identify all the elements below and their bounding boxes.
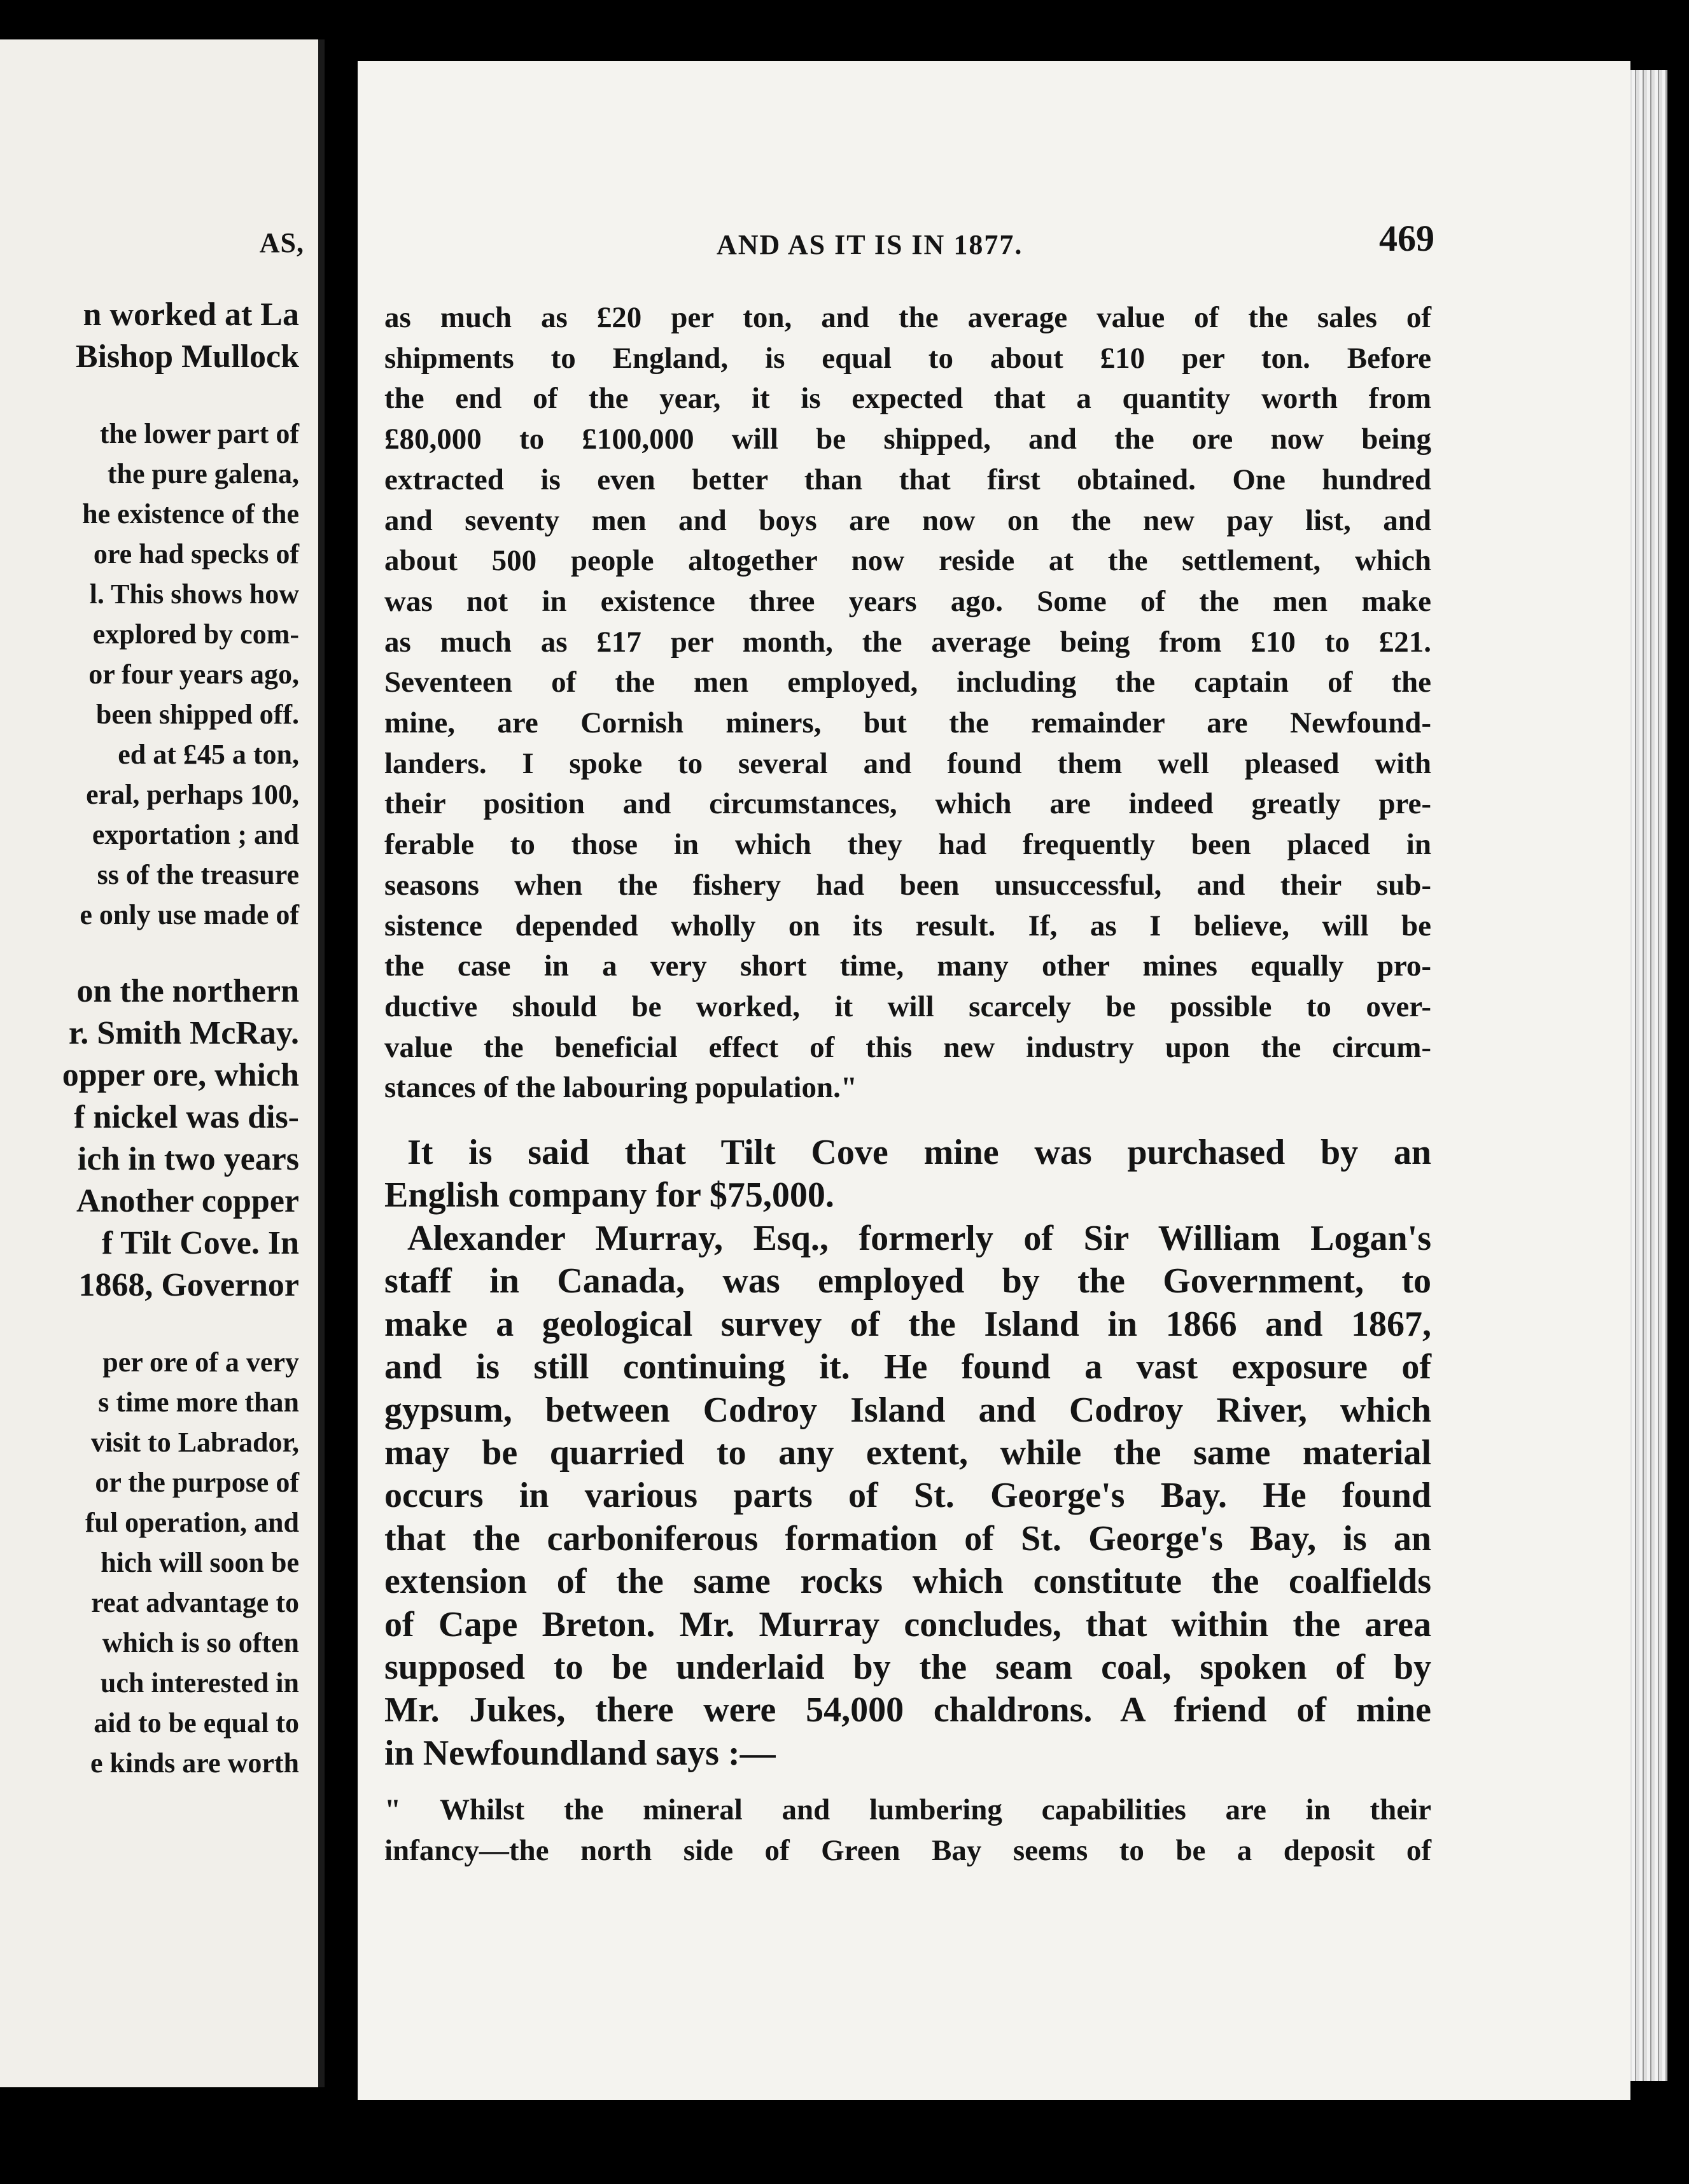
text-line: value the beneficial effect of this new industry upon the circum- — [384, 1030, 1431, 1064]
text-line: seasons when the fishery had been unsuccessful, and their sub- — [384, 868, 1431, 902]
text-line: about 500 people altogether now reside at the settlement, which — [384, 544, 1431, 578]
text-line: their position and circumstances, which are indeed greatly pre- — [384, 787, 1431, 821]
left-line: n worked at La — [83, 297, 299, 333]
left-line: uch interested in — [100, 1667, 299, 1698]
text-line: English company for $75,000. — [384, 1175, 834, 1215]
text-line: shipments to England, is equal to about £10 per ton. Before — [384, 341, 1431, 375]
left-line: or four years ago, — [88, 659, 299, 690]
text-line: It is said that Tilt Cove mine was purchased by an — [407, 1133, 1431, 1173]
text-line: landers. I spoke to several and found them well pleased with — [384, 746, 1431, 780]
left-line: ss of the treasure — [97, 859, 299, 890]
left-line: opper ore, which — [62, 1057, 299, 1093]
text-line: Mr. Jukes, there were 54,000 chaldrons. A friend of mine — [384, 1690, 1431, 1730]
left-line: visit to Labrador, — [90, 1427, 299, 1458]
text-line: gypsum, between Codroy Island and Codroy River, which — [384, 1390, 1431, 1430]
text-line: and is still continuing it. He found a vast exposure of — [384, 1347, 1431, 1387]
text-line: ductive should be worked, it will scarcely be possible to over- — [384, 990, 1431, 1023]
text-line: make a geological survey of the Island in 1866 and 1867, — [384, 1304, 1431, 1344]
text-line: infancy—the north side of Green Bay seems to be a deposit of — [384, 1833, 1431, 1867]
left-line: exportation ; and — [92, 819, 299, 850]
left-line: r. Smith McRay. — [68, 1015, 299, 1051]
text-line: was not in existence three years ago. Some of the men make — [384, 584, 1431, 618]
left-line: explored by com- — [92, 619, 299, 650]
page-header — [358, 218, 1630, 268]
text-line: staff in Canada, was employed by the Government, to — [384, 1261, 1431, 1301]
text-line: may be quarried to any extent, while the same material — [384, 1432, 1431, 1473]
left-line: ore had specks of — [93, 538, 299, 570]
text-line: sistence depended wholly on its result. If, as I believe, will be — [384, 909, 1431, 942]
text-line: supposed to be underlaid by the seam coal, spoken of by — [384, 1647, 1431, 1687]
paragraph-murray-survey — [384, 1217, 1431, 1775]
left-line: he existence of the — [82, 498, 299, 529]
left-line: ich in two years — [77, 1141, 299, 1177]
left-line: ful operation, and — [85, 1507, 299, 1538]
left-line: 1868, Governor — [78, 1267, 299, 1303]
left-line: hich will soon be — [101, 1547, 299, 1578]
text-line: Seventeen of the men employed, including the captain of the — [384, 666, 1431, 699]
left-page — [0, 39, 325, 2087]
left-page-text — [0, 294, 299, 1783]
text-line: stances of the labouring population." — [384, 1071, 857, 1105]
text-line: mine, are Cornish miners, but the remainder are Newfound- — [384, 706, 1431, 740]
left-running-head: AS, — [259, 227, 304, 258]
left-line: ed at £45 a ton, — [118, 739, 299, 770]
text-line: extension of the same rocks which constitute the coalfields — [384, 1562, 1431, 1602]
left-line: per ore of a very — [102, 1347, 299, 1378]
block-quote-green-bay — [384, 1790, 1431, 1871]
text-line: of Cape Breton. Mr. Murray concludes, that within the area — [384, 1604, 1431, 1644]
left-line: on the northern — [76, 973, 299, 1009]
page-body — [384, 298, 1431, 1872]
left-line: f nickel was dis- — [74, 1099, 299, 1135]
text-line: the end of the year, it is expected that a quantity worth from — [384, 382, 1431, 416]
text-line: extracted is even better than that first obtained. One hundred — [384, 463, 1431, 496]
left-line: been shipped off. — [95, 699, 299, 730]
text-line: as much as £17 per month, the average being from £10 to £21. — [384, 625, 1431, 659]
left-line: reat advantage to — [91, 1587, 299, 1618]
left-line: eral, perhaps 100, — [86, 779, 299, 810]
text-line: as much as £20 per ton, and the average value of the sales of — [384, 301, 1431, 334]
text-line: that the carboniferous formation of St. George's Bay, is an — [384, 1518, 1431, 1558]
left-line: aid to be equal to — [94, 1707, 299, 1739]
paragraph-tilt-cove — [384, 1131, 1431, 1217]
text-line: in Newfoundland says :— — [384, 1733, 776, 1773]
left-line: s time more than — [98, 1387, 299, 1418]
text-line: Alexander Murray, Esq., formerly of Sir William Logan's — [407, 1218, 1431, 1258]
text-line: £80,000 to £100,000 will be shipped, and the ore now being — [384, 423, 1431, 456]
text-line: the case in a very short time, many other mines equally pro- — [384, 949, 1431, 983]
left-line: the pure galena, — [107, 458, 299, 489]
text-line: " Whilst the mineral and lumbering capabilities are in their — [384, 1793, 1431, 1827]
page-number: 469 — [1379, 218, 1434, 259]
text-line: ferable to those in which they had frequently been placed in — [384, 828, 1431, 862]
running-head: AND AS IT IS IN 1877. — [717, 229, 1023, 260]
text-line: and seventy men and boys are now on the new pay list, and — [384, 503, 1431, 537]
left-line: f Tilt Cove. In — [101, 1225, 299, 1261]
left-line: Another copper — [76, 1183, 299, 1219]
left-line: or the purpose of — [95, 1467, 299, 1498]
block-quote — [384, 298, 1431, 1109]
left-line: Bishop Mullock — [75, 339, 299, 375]
left-line: e only use made of — [80, 899, 299, 930]
left-line: l. This shows how — [89, 578, 299, 610]
left-line: the lower part of — [99, 418, 299, 449]
left-line: e kinds are worth — [90, 1747, 299, 1779]
right-page — [358, 61, 1630, 2100]
left-line: which is so often — [102, 1627, 299, 1658]
text-line: occurs in various parts of St. George's Bay. He found — [384, 1476, 1431, 1516]
